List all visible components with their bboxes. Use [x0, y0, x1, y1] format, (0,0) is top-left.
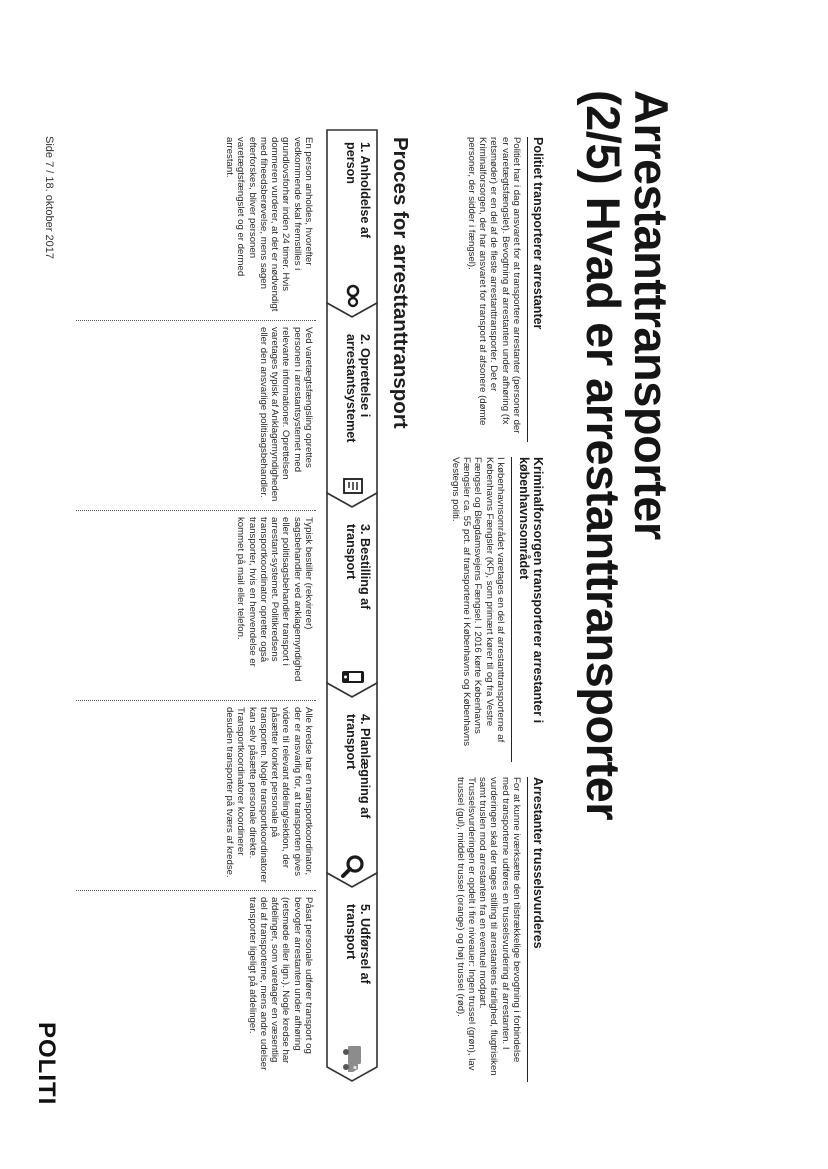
step-4-description: Alle kredse har en transportkoordinator, der er ansvarlig for, at transporten gives videre til relevant afdeling/sektion, der påsætter konkret personale på transporten. Nogle transportkoordinatorer kan selv påsætte personale direkte. Transportkoordinatorer koordinerer desuden transporter på tværs af kredse. — [223, 707, 314, 883]
phone-icon — [340, 664, 366, 690]
section-body-politi: Politiet har i dag ansvaret for at transportere arrestanter (personer der er varetægtsfængslet). Bevogtning af arrestanten under afhøring (fx retsmøder) er en del af de fleste arrestanttransporter. Det er Kriminalforsorgen, der har ansvaret for transport af afsonere (dømte personer, der sidder i fængsel). — [465, 137, 522, 434]
page-title: Arrestanttransporter — [625, 90, 678, 540]
document-icon — [341, 474, 365, 498]
magnifier-icon — [340, 853, 366, 879]
step-4-label: 4. Planlægning af transport — [344, 714, 372, 819]
step-divider — [76, 890, 316, 891]
section-rule — [511, 457, 512, 762]
page-subtitle: (2/5) Hvad er arrestanttransporter — [577, 90, 630, 821]
step-divider — [76, 700, 316, 701]
step-2-description: Ved varetægtsfængsling oprettes personen i arrestantsystemet med relevante informationer. Oprettelsen varetages typisk af Anklagemyndigheden eller den ansvarlige politisagsbehandler. — [257, 327, 314, 502]
section-body-trussel: For at kunne iværksætte den tilstrækkelige bevogtning i forbindelse med transporterne udføres en trusselsvurdering af arrestanten. I vurderingen skal der tages stilling til arrestantens farlighed, flugtrisiken samt truslen mod arrestanten fra en eventuel modpart. Trusselsvurderingen er opdelt i fire niveauer: Ingen trussel (grøn), lav trussel (gul), middel trussel (orange) og høj trussel (rød). — [454, 777, 522, 1076]
step-5-label: 5. Udførsel af transport — [344, 904, 372, 984]
section-heading-trussel: Arrestanter trusselsvurderes — [531, 777, 545, 949]
page-footer: Side 7 / 18. oktober 2017 — [43, 136, 55, 259]
handcuffs-icon — [340, 283, 366, 309]
process-title: Proces for arresttanttransport — [389, 137, 412, 429]
step-3-description: Typisk bestiller (rekvirerer) sagsbehandler ved anklagemyndighed eller politisagsbehandler transport i arrestant-systemet. Politikredsens transportkoordinator opretter også transporter, hvis en henvendelse er kommet på mail eller telefon. — [235, 517, 314, 682]
step-5-description: Påsat personale udfører transport og bevogter arrestanten under afhøring (retsmøde eller lign.). Nogle kredse har afdelinger, som varetager en væsentlig del af transporterne, mens andre udelser transporter ligeligt på afdelinger. — [246, 897, 314, 1071]
section-body-kriminalforsorgen: I københavnsområdet varetages en del af arrestanttransporterne af Københavns Fængsler (KF), som primært kører til og fra Vestre Fængsel og Blegdamsvejens Fængsel. I 2016 kørte Københavns Fængsler ca. 55 pct. af transporterne i Københavns og Københavns Vestegns politi. — [449, 457, 506, 747]
step-2-label: 2. Oprettelse i arrestantsystemet — [344, 334, 372, 443]
section-heading-kriminalforsorgen: Kriminalforsorgen transporterer arrestanter i københavnsområdet — [517, 457, 545, 724]
step-divider — [76, 510, 316, 511]
van-icon — [338, 1044, 368, 1074]
step-3-label: 3. Bestilling af transport — [344, 524, 372, 610]
step-divider — [76, 320, 316, 321]
politi-logo: POLITI — [33, 1022, 60, 1106]
step-1-label: 1. Anholdelse af person — [344, 142, 372, 239]
section-rule — [527, 777, 528, 1082]
step-1-description: En person anholdes, hvorefter vedkommende skal fremstilles i grundlovsforhør inden 24 timer. Hvis dommeren vurderer, at det er nødvendigt med fiheedsberøvelse, mens sagen efterforskes, bliver personen varetægtsfængslet og er dermed arrestant. — [223, 137, 314, 312]
section-rule — [527, 137, 528, 442]
section-heading-politi: Politiet transporterer arrestanter — [531, 137, 545, 330]
